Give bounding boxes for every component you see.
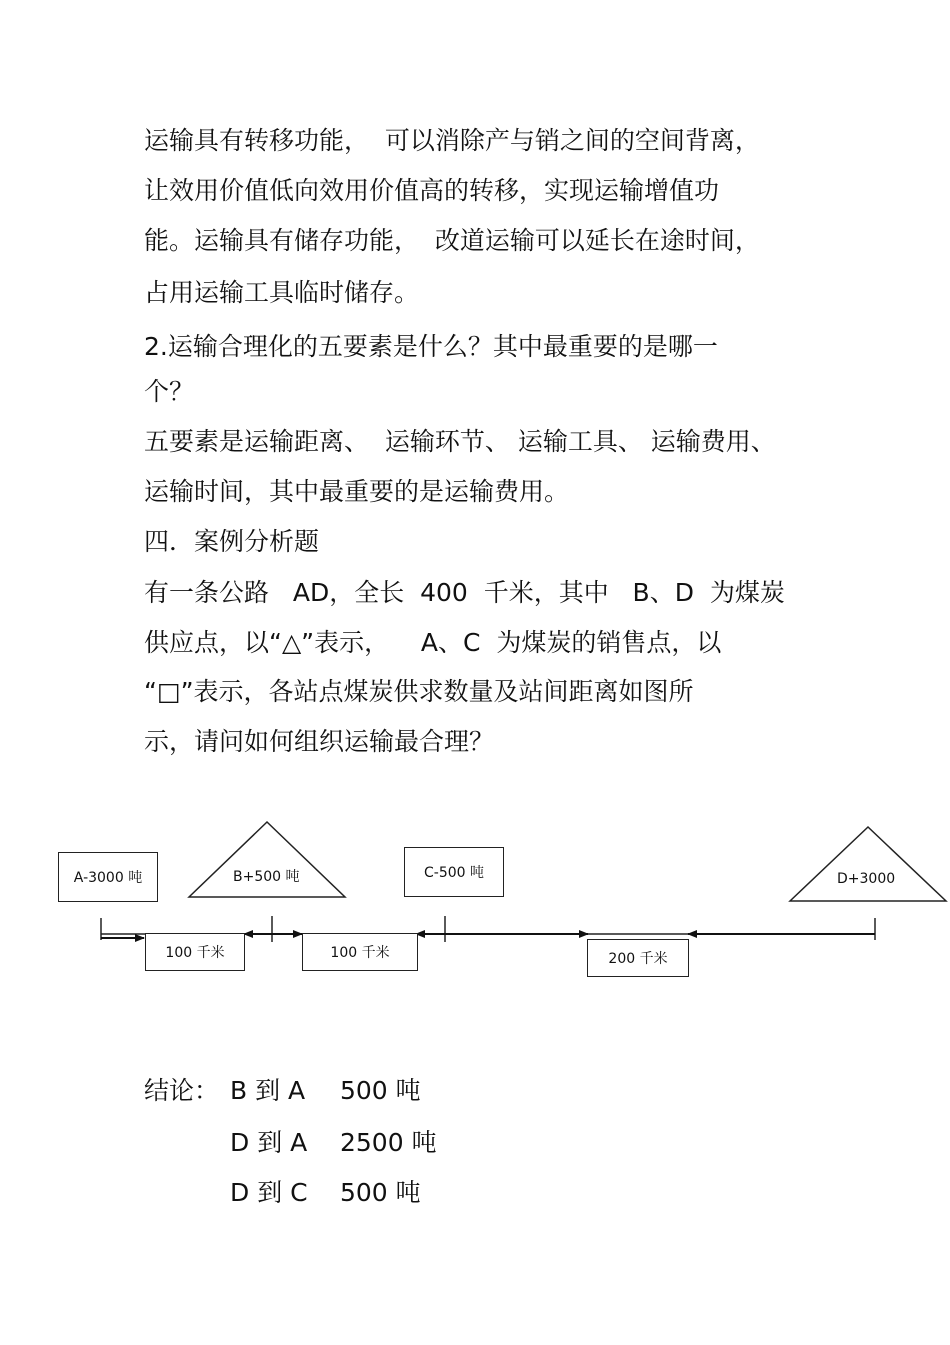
station-d-label: D+3000 (837, 871, 896, 887)
case-line-3: “□”表示，各站点煤炭供求数量及站间距离如图所 (144, 677, 694, 706)
transport-diagram (0, 800, 950, 1000)
station-c-label: C-500 吨 (424, 865, 484, 881)
case-line-1: 有一条公路 AD，全长 400 千米，其中 B、D 为煤炭 (144, 578, 785, 607)
conclusion-label: 结论： (144, 1076, 220, 1105)
station-a-label: A-3000 吨 (73, 870, 143, 886)
station-d-triangle (790, 827, 946, 901)
text-line-1: 运输具有转移功能， 可以消除产与销之间的空间背离， (144, 126, 760, 155)
distance-bc-box (302, 933, 418, 971)
conclusion-amount-1: 500 吨 (340, 1076, 421, 1105)
distance-ab-label: 100 千米 (165, 945, 225, 961)
station-a-box (58, 852, 158, 902)
text-line-4: 占用运输工具临时储存。 (144, 278, 420, 307)
conclusion-route-2: D 到 A (230, 1128, 308, 1157)
distance-bc-label: 100 千米 (330, 945, 390, 961)
station-b-label: B+500 吨 (233, 869, 300, 885)
conclusion-route-3: D 到 C (230, 1178, 308, 1207)
distance-cd-box (587, 939, 689, 977)
text-line-2: 让效用价值低向效用价值高的转移，实现运输增值功 (144, 176, 720, 205)
conclusion-route-1: B 到 A (230, 1076, 306, 1105)
case-line-4: 示，请问如何组织运输最合理？ (144, 727, 495, 756)
question-2-line-2: 个？ (144, 377, 195, 406)
answer-2-line-1: 五要素是运输距离、 运输环节、 运输工具、 运输费用、 (144, 427, 776, 456)
distance-ab-box (145, 933, 245, 971)
question-2-line-1: 2.运输合理化的五要素是什么？其中最重要的是哪一 (144, 332, 718, 361)
conclusion-amount-3: 500 吨 (340, 1178, 421, 1207)
distance-cd-label: 200 千米 (608, 951, 668, 967)
section-heading: 四．案例分析题 (144, 527, 320, 556)
text-line-3: 能。运输具有储存功能， 改道运输可以延长在途时间， (144, 226, 760, 255)
answer-2-line-2: 运输时间，其中最重要的是运输费用。 (144, 477, 570, 506)
station-c-box (404, 847, 504, 897)
case-line-2: 供应点，以“△”表示， A、C 为煤炭的销售点，以 (144, 628, 722, 657)
conclusion-amount-2: 2500 吨 (340, 1128, 437, 1157)
